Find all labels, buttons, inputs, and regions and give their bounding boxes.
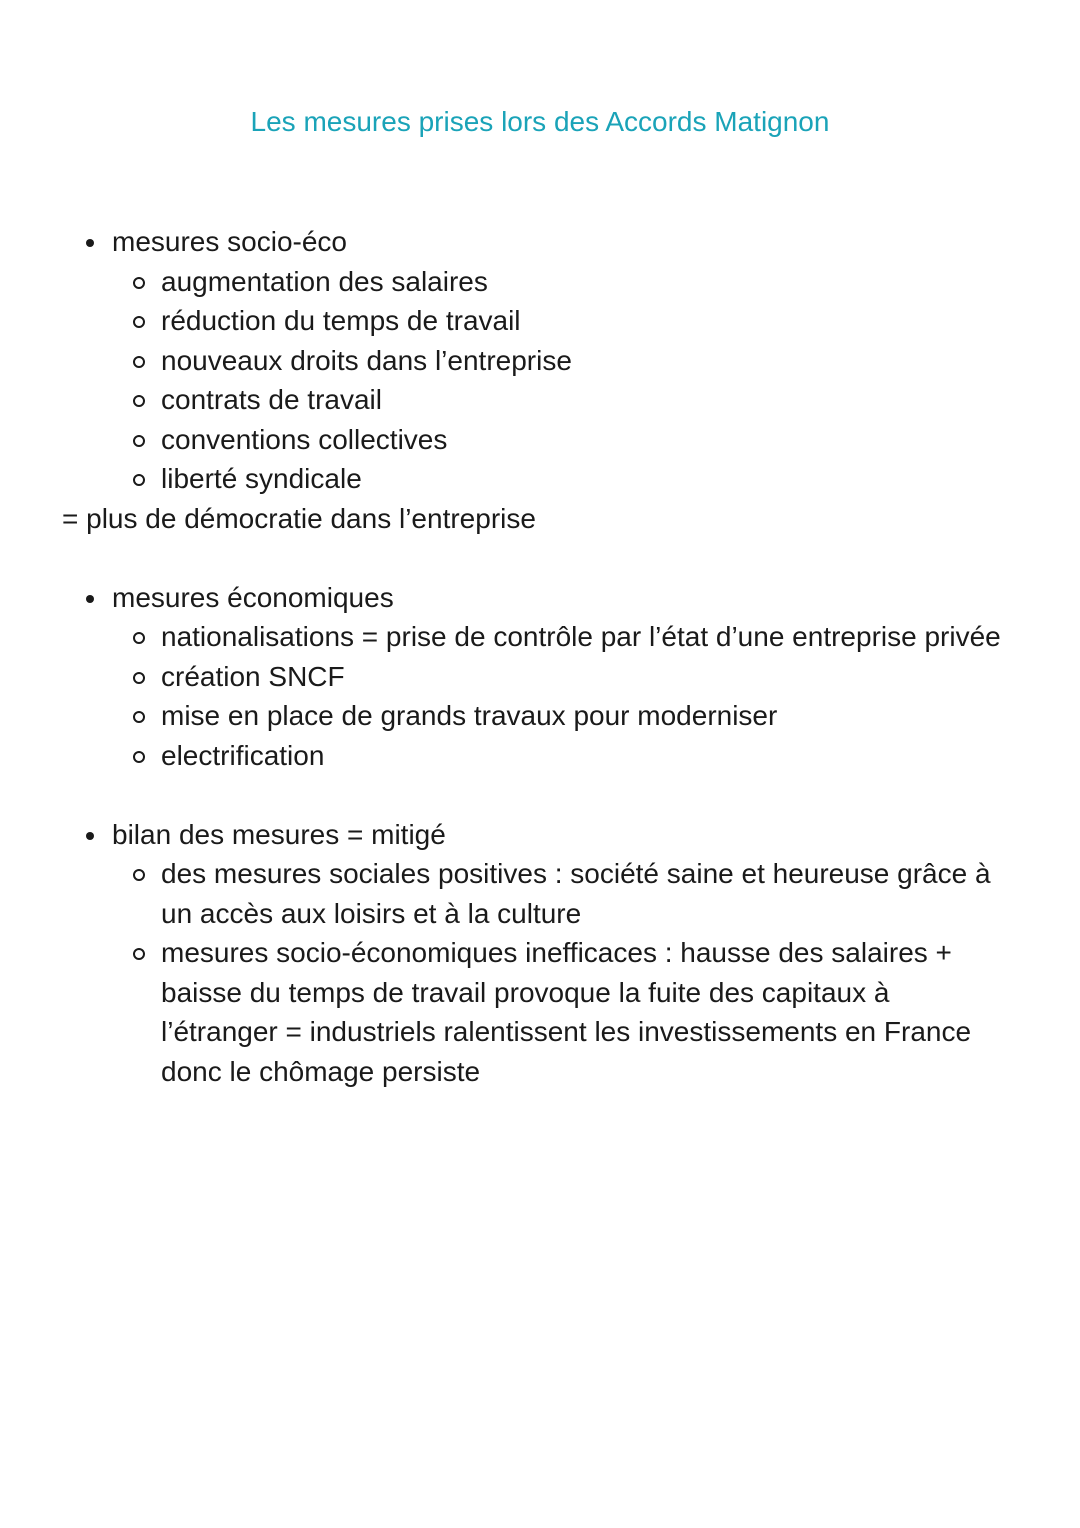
sub-list (0, 617, 1080, 775)
list-item (0, 617, 1006, 657)
bullet-circle-icon (133, 435, 145, 447)
list-item (0, 736, 1006, 776)
bullet-circle-icon (133, 672, 145, 684)
section-heading: bilan des mesures = mitigé (112, 818, 446, 850)
list-item (0, 420, 1006, 460)
bullet-disc-icon (86, 239, 94, 247)
list-item-text: liberté syndicale (161, 463, 362, 494)
list-item-text: contrats de travail (161, 384, 382, 415)
list-item-text: conventions collectives (161, 423, 448, 455)
bullet-circle-icon (133, 316, 145, 328)
list-item (0, 459, 1006, 499)
list-item (0, 262, 1006, 302)
bullet-circle-icon (133, 632, 145, 644)
sub-list (0, 854, 1080, 1091)
section-heading: mesures économiques (112, 581, 394, 613)
bullet-circle-icon (133, 474, 145, 486)
sub-list (0, 262, 1080, 499)
bullet-disc-icon (86, 595, 94, 603)
list-item (0, 657, 1006, 697)
bullet-circle-icon (133, 356, 145, 368)
bullet-item (0, 578, 1002, 618)
bullet-circle-icon (133, 948, 145, 960)
list-item (0, 301, 1006, 341)
list-item-text: création SNCF (161, 660, 345, 692)
bullet-circle-icon (133, 711, 145, 723)
list-item (0, 696, 1006, 736)
section-heading: mesures socio-éco (112, 226, 347, 257)
bullet-item (0, 222, 1002, 262)
list-item (0, 380, 1006, 420)
bullet-circle-icon (133, 277, 145, 289)
list-item-text: electrification (161, 739, 325, 771)
bullet-circle-icon (133, 395, 145, 407)
list-item (0, 854, 1006, 933)
list-item-text: nouveaux droits dans l’entreprise (161, 344, 572, 376)
list-item-text: mesures socio-économiques inefficaces : hausse des salaires + baisse du temps de travail provoque la fuite des capitaux à l’étranger = industriels ralentissent les investissements en France donc le chômage persiste (161, 937, 972, 1087)
bullet-circle-icon (133, 869, 145, 881)
section-socio-eco (0, 222, 1080, 538)
bullet-circle-icon (133, 751, 145, 763)
document-body (0, 222, 1080, 1091)
list-item-text: mise en place de grands travaux pour moderniser (161, 700, 778, 731)
bullet-item (0, 815, 1002, 855)
section-economiques (0, 578, 1080, 776)
document-title: Les mesures prises lors des Accords Matignon (250, 106, 830, 137)
list-item-text: augmentation des salaires (161, 265, 488, 297)
list-item-text: réduction du temps de travail (161, 305, 521, 336)
bullet-disc-icon (86, 832, 94, 840)
section-conclusion: = plus de démocratie dans l’entreprise (62, 502, 536, 534)
list-item-text: des mesures sociales positives : société saine et heureuse grâce à un accès aux loisirs et à la culture (161, 858, 991, 929)
list-item-text: nationalisations = prise de contrôle par l’état d’une entreprise privée (161, 621, 1001, 652)
list-item (0, 341, 1006, 381)
section-bilan (0, 815, 1080, 1092)
list-item (0, 933, 1006, 1091)
